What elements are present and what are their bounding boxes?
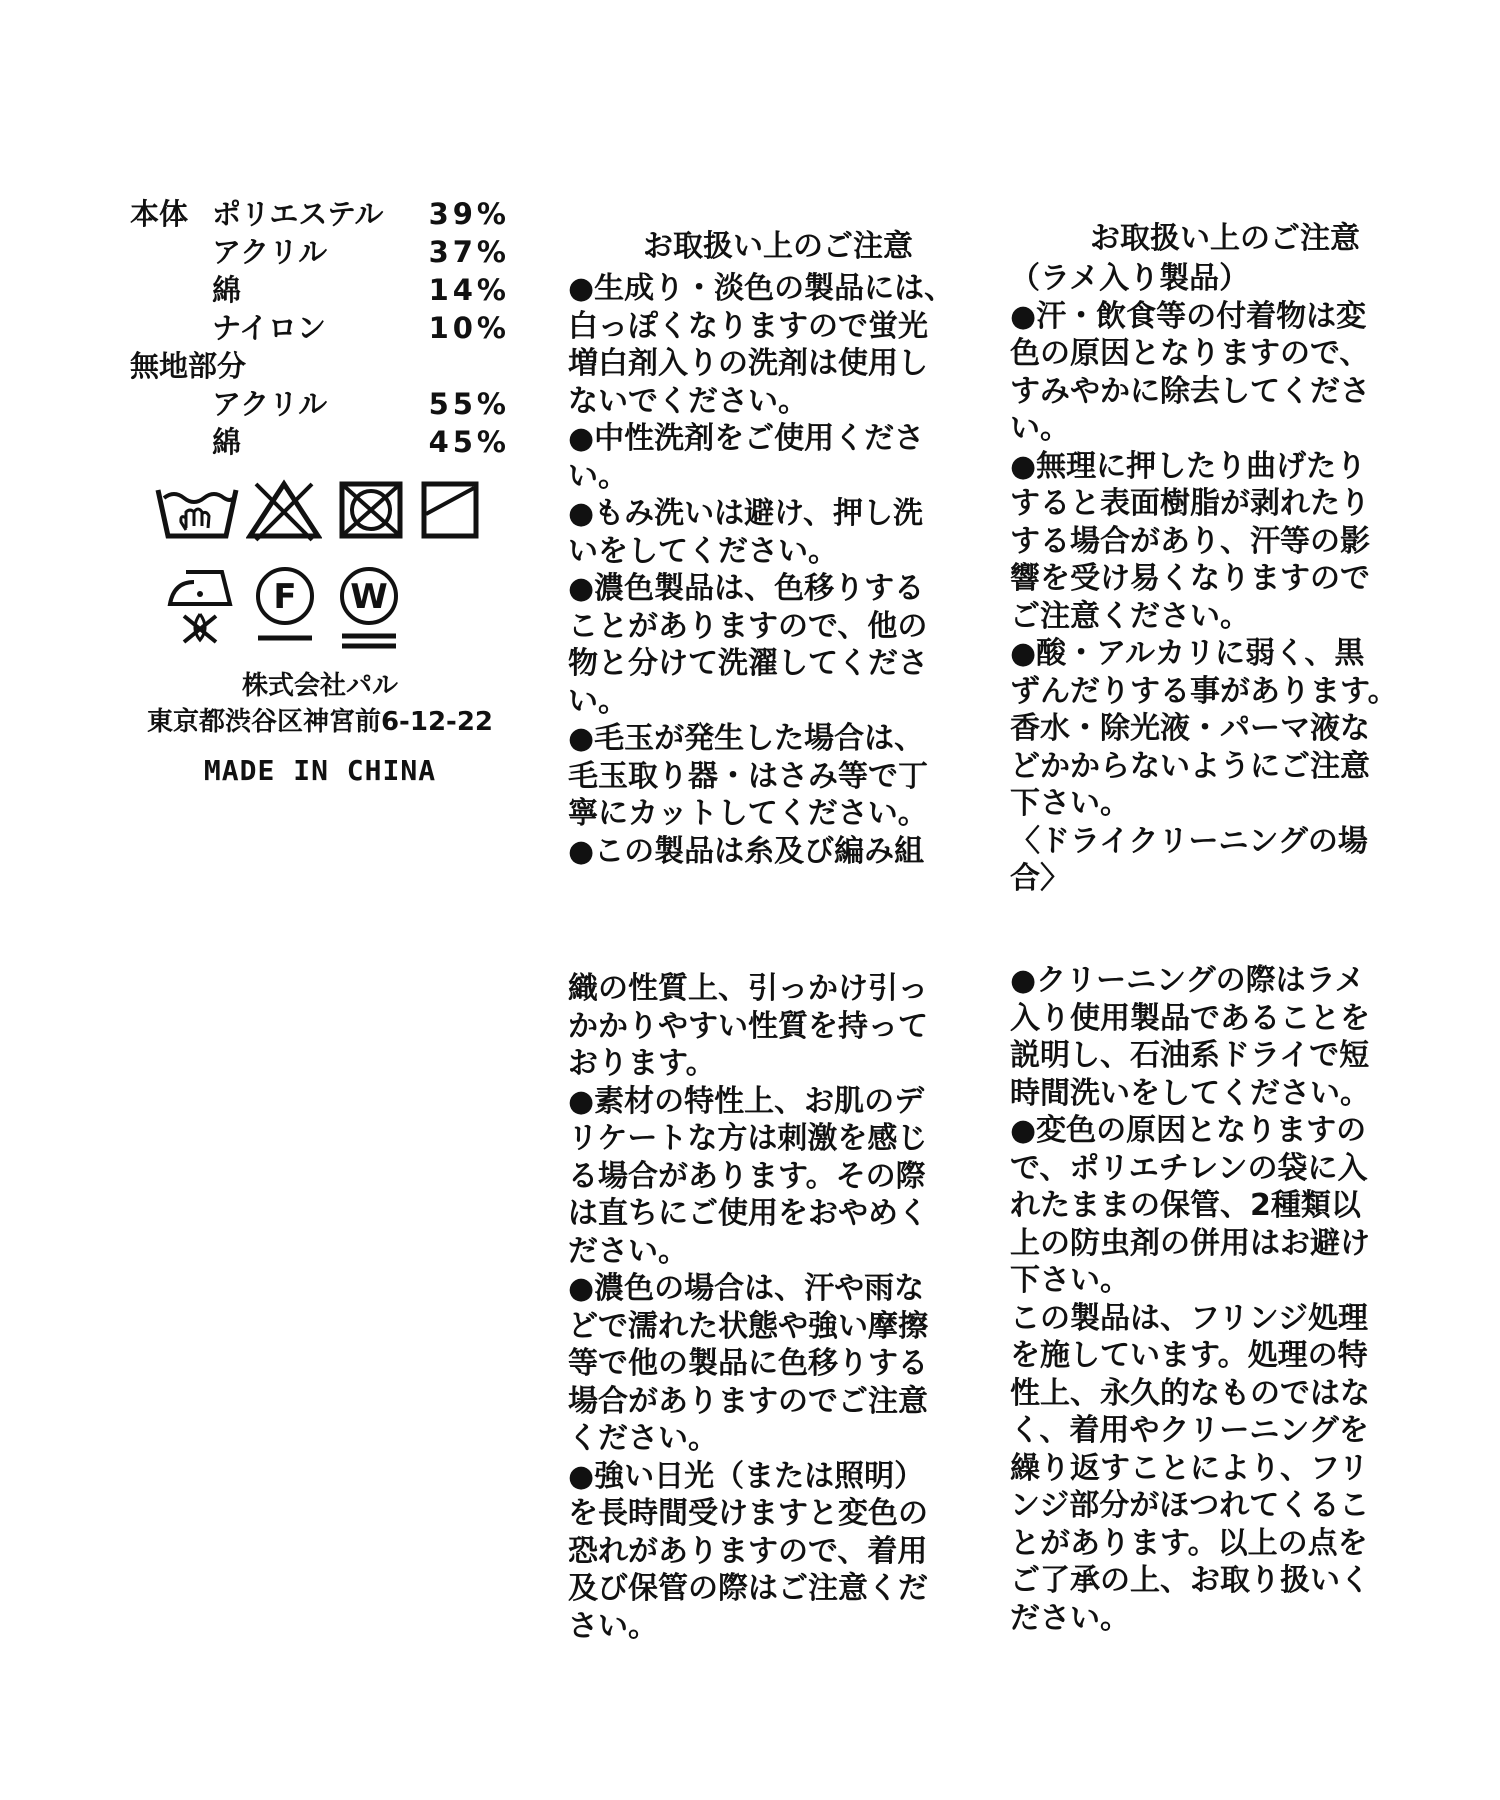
- caution-title: お取扱い上のご注意: [643, 229, 913, 264]
- composition-row: [130, 309, 510, 347]
- material-percent: 37%: [428, 235, 510, 269]
- plain-part-label: 無地部分: [130, 349, 247, 383]
- material-percent: 55%: [428, 387, 510, 421]
- material-name: ナイロン: [212, 311, 326, 345]
- caution-column-3-top: [1010, 220, 1440, 898]
- material-name: 綿: [212, 273, 242, 307]
- company-address: 東京都渋谷区神宮前6-12-22: [146, 707, 494, 737]
- country-of-origin: MADE IN CHINA: [203, 754, 437, 787]
- material-percent: 39%: [428, 197, 510, 231]
- no-tumble-dry-icon: [336, 478, 406, 542]
- company-name: 株式会社パル: [241, 671, 398, 701]
- material-percent: 14%: [428, 273, 510, 307]
- caution-text: ●クリーニングの際はラメ 入り使用製品であることを 説明し、石油系ドライで短 時間洗いをしてください。 ●変色の原因となりますの で、ポリエチレンの袋に入 れたままの保管、2種類以 上の防虫剤の併用はお避け 下さい。 この製品は、フリンジ処理 を施しています。処理の特 性上、永久的なものではな く、着用やクリーニングを 繰り返すことにより、フリ ンジ部分がほつれてくるこ とがあります。以上の点を ご了承の上、お取り扱いく ださい。: [1010, 963, 1370, 1636]
- caution-column-2-top: [568, 228, 988, 870]
- material-name: ポリエステル: [212, 197, 384, 231]
- iron-low-icon: [160, 562, 240, 648]
- main-body-label: 本体: [130, 197, 189, 231]
- line-dry-shade-icon: [418, 478, 482, 542]
- hand-wash-icon: [154, 478, 240, 546]
- composition-table: [130, 195, 510, 461]
- wet-clean-letter: W: [350, 577, 388, 617]
- no-bleach-icon: [246, 478, 322, 542]
- caution-text: ●生成り・淡色の製品には、 白っぽくなりますので蛍光 増白剤入りの洗剤は使用し ないでください。 ●中性洗剤をご使用くださ い。 ●もみ洗いは避け、押し洗 いをしてください。 ●濃色製品は、色移りする ことがありますので、他の 物と分けて洗濯してくださ い。 ●毛玉が発生した場合は、 毛玉取り器・はさみ等で丁 寧にカットしてください。 ●この製品は糸及び編み組: [568, 271, 955, 869]
- material-percent: 45%: [428, 425, 510, 459]
- material-name: アクリル: [212, 235, 328, 269]
- caution-text: （ラメ入り製品） ●汗・飲食等の付着物は変 色の原因となりますので、 すみやかに除去してくださ い。 ●無理に押したり曲げたり すると表面樹脂が剥れたり する場合があり、汗等の影 響を受け易くなりますので ご注意ください。 ●酸・アルカリに弱く、黒 ずんだりする事があります。 香水・除光液・パーマ液な どかからないようにご注意 下さい。 〈ドライクリーニングの場 合〉: [1010, 261, 1398, 896]
- caution-column-3-bottom: [1010, 962, 1440, 1637]
- material-name: アクリル: [212, 387, 328, 421]
- composition-row: [130, 385, 510, 423]
- composition-row: [130, 423, 510, 461]
- caution-column-2-bottom: [568, 970, 988, 1645]
- caution-title: お取扱い上のご注意: [1090, 221, 1360, 256]
- caution-text: 織の性質上、引っかけ引っ かかりやすい性質を持って おります。 ●素材の特性上、お肌のデ リケートな方は刺激を感じ る場合があります。その際 は直ちにご使用をおやめく ださい。 ●濃色の場合は、汗や雨な どで濡れた状態や強い摩擦 等で他の製品に色移りする 場合がありますのでご注意 ください。 ●強い日光（または照明） を長時間受けますと変色の 恐れがありますので、着用 及び保管の際はご注意くだ さい。: [568, 971, 928, 1644]
- material-name: 綿: [212, 425, 242, 459]
- material-percent: 10%: [428, 311, 510, 345]
- composition-row: [130, 347, 510, 385]
- company-block: [120, 668, 520, 740]
- dry-clean-letter: F: [273, 577, 297, 617]
- composition-row: [130, 195, 510, 233]
- composition-row: [130, 271, 510, 309]
- composition-row: [130, 233, 510, 271]
